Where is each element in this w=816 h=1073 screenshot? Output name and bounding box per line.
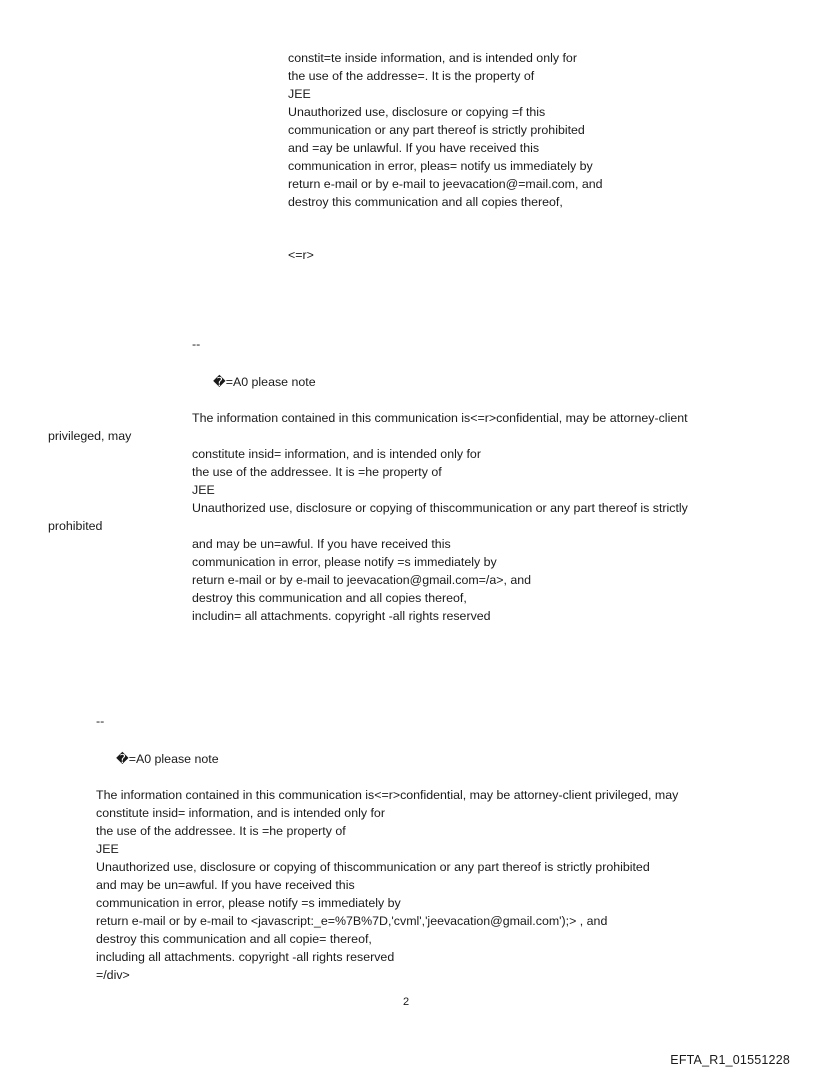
block1-line: JEE [288, 87, 311, 101]
block2-line: The information contained in this communication is<=r>confidential, may be attorney-client [192, 411, 688, 425]
block3-line: including all attachments. copyright -all rights reserved [96, 950, 395, 964]
block2-line: return e-mail or by e-mail to jeevacation@gmail.com=/a>, and [192, 573, 532, 587]
block2-line: prohibited [48, 519, 103, 533]
block3-line: communication in error, please notify =s immediately by [96, 896, 401, 910]
block2-separator: -- [192, 337, 201, 351]
block3-line: The information contained in this communication is<=r>confidential, may be attorney-client privileged, may [96, 788, 679, 802]
block3-line: and may be un=awful. If you have received this [96, 878, 355, 892]
page-number: 2 [403, 996, 410, 1008]
block1-line: destroy this communication and all copies thereof, [288, 195, 563, 209]
block2-line: JEE [192, 483, 215, 497]
block2-line: privileged, may [48, 429, 132, 443]
block1-line: return e-mail or by e-mail to jeevacation@=mail.com, and [288, 177, 603, 191]
document-id: EFTA_R1_01551228 [670, 1053, 790, 1067]
block2-line: and may be un=awful. If you have received this [192, 537, 451, 551]
block3-line: the use of the addressee. It is =he property of [96, 824, 346, 838]
block1-line: communication in error, pleas= notify us immediately by [288, 159, 593, 173]
block1-line: constit=te inside information, and is intended only for [288, 51, 577, 65]
block1-line: communication or any part thereof is strictly prohibited [288, 123, 585, 137]
block2-line: includin= all attachments. copyright -all rights reserved [192, 609, 491, 623]
block3-line: destroy this communication and all copie= thereof, [96, 932, 372, 946]
block3-line: Unauthorized use, disclosure or copying of thiscommunication or any part thereof is strictly prohibited [96, 860, 650, 874]
block3-line: constitute insid= information, and is intended only for [96, 806, 385, 820]
block2-line: the use of the addressee. It is =he property of [192, 465, 442, 479]
block2-line: constitute insid= information, and is intended only for [192, 447, 481, 461]
block3-line: =/div> [96, 968, 130, 982]
block1-line: Unauthorized use, disclosure or copying =f this [288, 105, 546, 119]
block1-line: and =ay be unlawful. If you have received this [288, 141, 540, 155]
block2-line: communication in error, please notify =s immediately by [192, 555, 497, 569]
block3-note: �=A0 please note [116, 752, 219, 766]
block3-line: JEE [96, 842, 119, 856]
block2-line: destroy this communication and all copies thereof, [192, 591, 467, 605]
block2-line: Unauthorized use, disclosure or copying of thiscommunication or any part thereof is strictly [192, 501, 688, 515]
block1-tag: <=r> [288, 248, 314, 262]
block3-line: return e-mail or by e-mail to <javascript:_e=%7B%7D,'cvml','jeevacation@gmail.com');> , and [96, 914, 608, 928]
block3-separator: -- [96, 714, 105, 728]
block1-line: the use of the addresse=. It is the property of [288, 69, 535, 83]
block2-note: �=A0 please note [213, 375, 316, 389]
